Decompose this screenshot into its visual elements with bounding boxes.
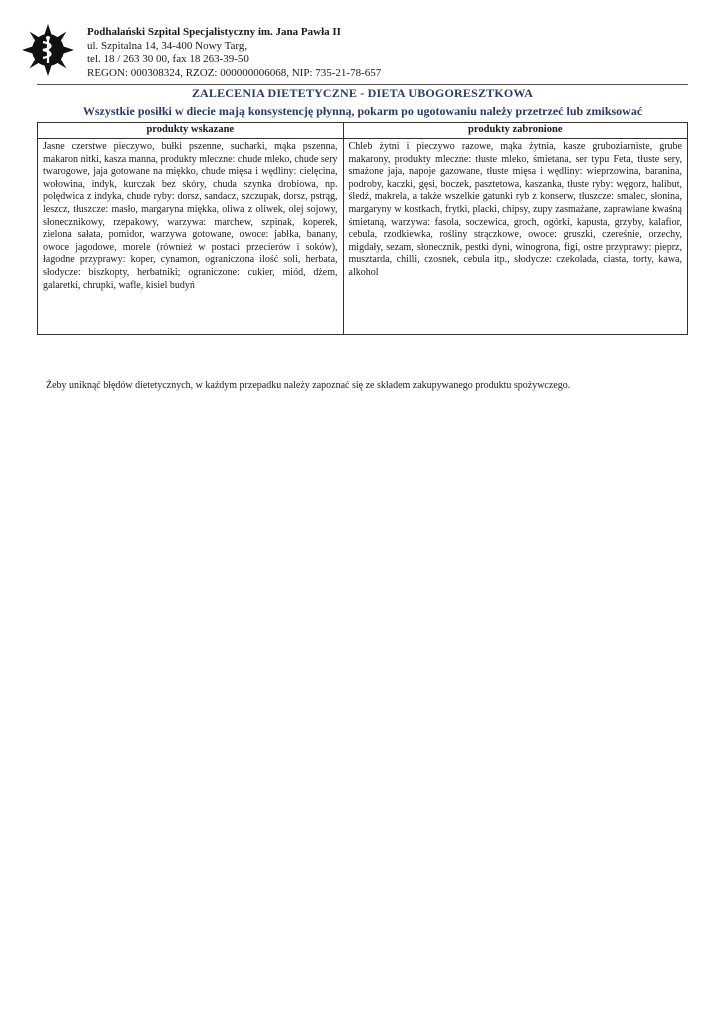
hospital-emblem-icon (20, 22, 76, 78)
letterhead (20, 22, 700, 84)
organization-phone: tel. 18 / 263 30 00, fax 18 263-39-50 (87, 53, 249, 65)
table-row (38, 139, 688, 335)
organization-address: ul. Szpitalna 14, 34-400 Nowy Targ, (87, 39, 248, 52)
organization-info (87, 26, 381, 80)
organization-name: Podhalański Szpital Specjalistyczny im. Jana Pawła II (87, 26, 341, 38)
diet-table (37, 122, 688, 335)
header-divider (37, 84, 688, 85)
document-title: ZALECENIA DIETETYCZNE - DIETA UBOGORESZTKOWA (191, 86, 534, 100)
footnote: Żeby uniknąć błędów dietetycznych, w każdym przepadku należy zapoznać się ze składem zakupywanego produktu spożywczego. (46, 380, 571, 391)
header-recommended: produkty wskazane (38, 123, 344, 139)
header-forbidden: produkty zabronione (343, 123, 687, 139)
organization-ids: REGON: 000308324, RZOZ: 000000006068, NIP: 735-21-78-657 (87, 66, 382, 79)
table-header-row (38, 123, 688, 139)
document-subtitle: Wszystkie posiłki w diecie mają konsystencję płynną, pokarm po ugotowaniu należy przetrzeć lub zmiksować (82, 104, 643, 118)
recommended-products-cell: Jasne czerstwe pieczywo, bułki pszenne, sucharki, mąka pszenna, makaron nitki, kasza manna, produkty mleczne: chude mleko, chude sery twarogowe, jaja gotowane na miękko, chude mięsa i wędliny: cielęcina, wołowina, indyk, kurczak bez skóry, chuda szynka drobiowa, np. polędwica z indyka, chude ryby: dorsz, sandacz, szczupak, dorsz, pstrąg, leszcz, tłuszcze: masło, margaryna miękka, oliwa z oliwek, olej sojowy, słonecznikowy, rzepakowy, warzywa: marchew, szpinak, koperek, zielona sałata, pomidor, warzywa gotowane, owoce: jabłka, banany, owoce jagodowe, morele (również w postaci przecierów i soków), łagodne przyprawy: koper, cynamon, ograniczona ilość soli, herbata, słodycze: biszkopty, herbatniki; ograniczone: cukier, miód, dżem, galaretki, chrupki, wafle, kisiel budyń (38, 139, 344, 335)
forbidden-products-cell: Chleb żytni i pieczywo razowe, mąka żytnia, kasze gruboziarniste, grube makarony, produkty mleczne: tłuste mleko, śmietana, ser typu Feta, tłuste sery, smażone jaja, napoje gazowane, tłuste mięsa i wędliny: wieprzowina, baranina, podroby, kaczki, gęsi, boczek, pasztetowa, kaszanka, tłuste ryby: węgorz, halibut, śledź, makrela, a także wszelkie gatunki ryb z konserw, tłuszcze: smalec, słonina, margaryny w kostkach, frytki, placki, chipsy, zupy zasmażane, zaprawiane kwaśną śmietaną, warzywa: fasola, soczewica, groch, ogórki, kapusta, grzyby, kalafior, cebula, rzodkiewka, rośliny strączkowe, owoce: gruszki, czereśnie, orzechy, migdały, sezam, słonecznik, pestki dyni, winogrona, figi, ostre przyprawy: pieprz, musztarda, chilli, czosnek, cebula itp., słodycze: czekolada, ciasta, torty, kawa, alkohol (343, 139, 687, 335)
